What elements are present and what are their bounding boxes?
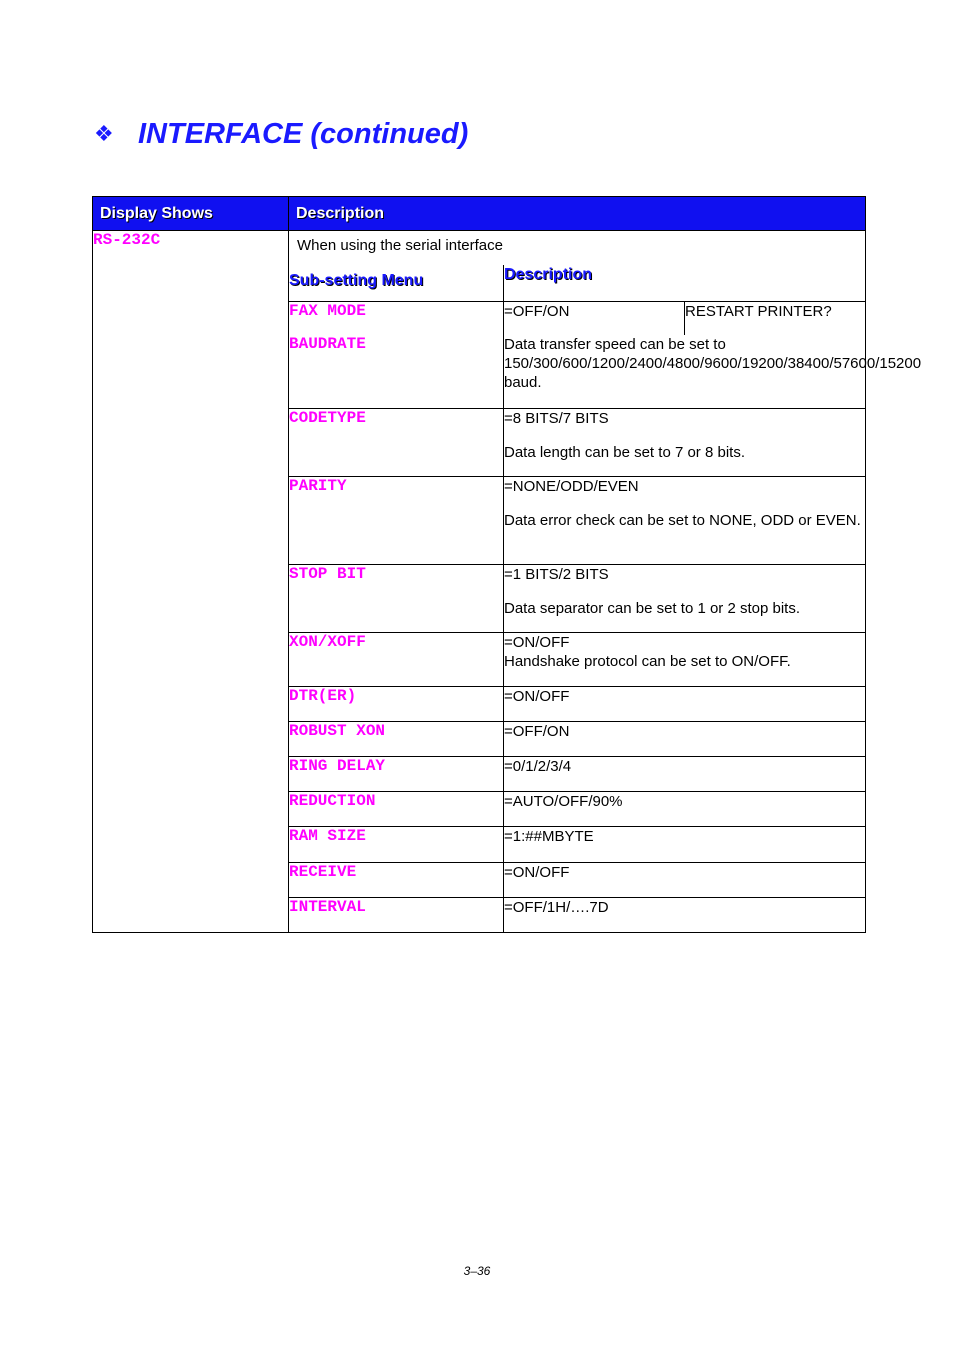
description-line: =1 BITS/2 BITS (504, 565, 609, 583)
description-line: =ON/OFF (504, 863, 570, 881)
table-row (289, 897, 866, 932)
setting-label: REDUCTION (289, 791, 376, 810)
description-line: =1:##MBYTE (504, 827, 594, 845)
table-row (289, 301, 866, 335)
description-line: =ON/OFF (504, 687, 570, 705)
setting-label: BAUDRATE (289, 335, 366, 353)
description-line: Data transfer speed can be set to 150/300/600/1200/2400/4800/9600/19200/38400/57600/15200 baud. (504, 336, 922, 391)
table-header-row (93, 197, 866, 231)
rs232c-description-cell (289, 231, 922, 933)
table-row (289, 632, 866, 686)
setting-label: RING DELAY (289, 756, 386, 775)
table-row (289, 564, 866, 632)
setting-description (504, 826, 866, 862)
setting-description (504, 632, 866, 686)
table-row (289, 791, 866, 826)
setting-label: STOP BIT (289, 564, 366, 583)
table-row (289, 335, 866, 408)
description-line: Data separator can be set to 1 or 2 stop bits. (504, 599, 801, 617)
setting-description (504, 862, 866, 897)
setting-label: ROBUST XON (289, 721, 386, 740)
blank-line (504, 496, 866, 511)
description-line: =AUTO/OFF/90% (504, 792, 623, 810)
setting-label: FAX MODE (289, 301, 366, 320)
blank-line (504, 584, 866, 599)
setting-description (504, 897, 866, 932)
table-row (289, 721, 866, 756)
header-display-shows: Display Shows (93, 197, 289, 231)
description-line: =8 BITS/7 BITS (504, 409, 609, 427)
sub-header-row (289, 265, 866, 301)
setting-description (504, 564, 866, 632)
table-row-rs232c (93, 231, 866, 933)
setting-description (504, 791, 866, 826)
setting-description (504, 476, 866, 564)
description-line: =0/1/2/3/4 (504, 757, 572, 775)
description-line: =OFF/ON (504, 722, 570, 740)
description-line: Data length can be set to 7 or 8 bits. (504, 443, 745, 461)
page-heading (94, 112, 468, 156)
rs232c-label: RS-232C (93, 231, 161, 249)
setting-label: XON/XOFF (289, 632, 366, 651)
setting-note: RESTART PRINTER? (685, 301, 866, 335)
description-line: =OFF/1H/….7D (504, 898, 609, 916)
setting-value: =OFF/ON (504, 301, 685, 335)
table-row (289, 476, 866, 564)
setting-description (504, 335, 922, 408)
blank-line (504, 428, 866, 443)
setting-description (504, 686, 866, 721)
rs232c-intro: When using the serial interface (297, 237, 503, 254)
page-number: 3–36 (463, 1264, 491, 1278)
table-row (289, 408, 866, 476)
four-diamond-icon: ❖ (94, 121, 114, 146)
setting-description (504, 721, 866, 756)
description-line: =NONE/ODD/EVEN (504, 477, 639, 495)
page-title: INTERFACE (continued) (138, 117, 469, 150)
setting-label: RAM SIZE (289, 826, 366, 845)
setting-label: PARITY (289, 476, 347, 495)
description-line: Data error check can be set to NONE, ODD or EVEN. (504, 511, 861, 529)
header-description: Description (289, 197, 866, 231)
setting-description (504, 756, 866, 791)
setting-label: DTR(ER) (289, 686, 357, 705)
table-row (289, 686, 866, 721)
sub-setting-table (288, 265, 922, 932)
table-row (289, 756, 866, 791)
rs232c-cell (93, 231, 289, 933)
table-row (289, 826, 866, 862)
setting-label: RECEIVE (289, 862, 357, 881)
setting-description (504, 408, 866, 476)
setting-label: CODETYPE (289, 408, 366, 427)
description-line: =ON/OFF (504, 633, 570, 651)
interface-settings-table (92, 196, 922, 933)
description-line: Handshake protocol can be set to ON/OFF. (504, 652, 791, 670)
sub-header-menu: Sub-setting Menu (289, 272, 424, 289)
sub-header-description: Description (504, 266, 593, 283)
setting-label: INTERVAL (289, 897, 366, 916)
table-row (289, 862, 866, 897)
